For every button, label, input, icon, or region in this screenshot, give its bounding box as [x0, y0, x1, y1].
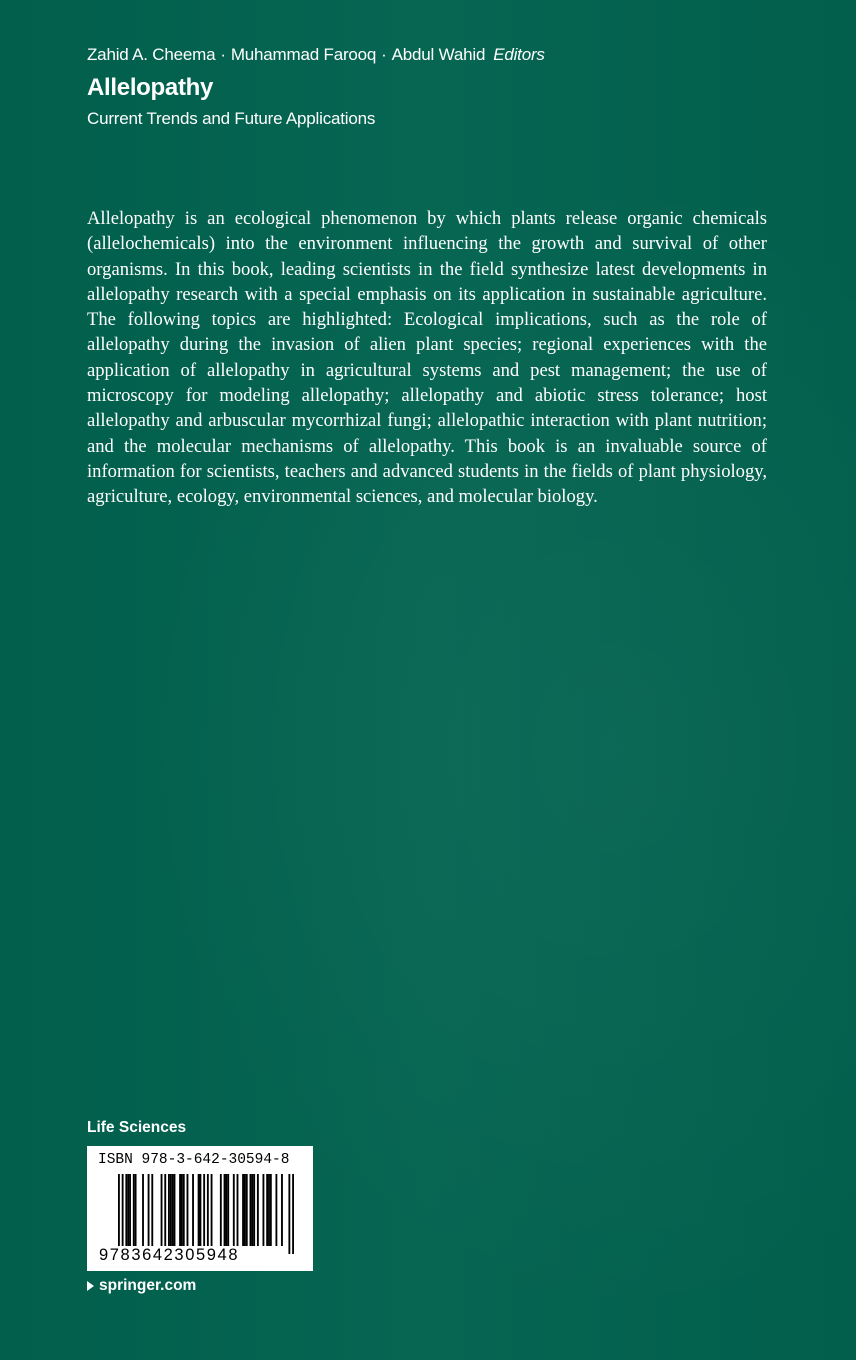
barcode-bar: [174, 1174, 176, 1246]
barcode-bar: [207, 1174, 209, 1254]
barcode-bar: [268, 1174, 270, 1246]
barcode-bar: [142, 1174, 144, 1246]
isbn-barcode: [87, 1146, 313, 1271]
barcode-bar: [244, 1174, 246, 1246]
book-title: Allelopathy: [87, 74, 214, 101]
barcode-bar: [151, 1174, 153, 1246]
barcode-bar: [181, 1174, 183, 1246]
barcode-bar: [220, 1174, 222, 1246]
ean-digits-text: 9783642305948: [99, 1246, 240, 1264]
barcode-bar: [266, 1174, 268, 1246]
subject-category: Life Sciences: [87, 1119, 187, 1136]
barcode-bar: [125, 1174, 127, 1246]
editors-role: Editors: [493, 45, 545, 64]
barcode-bar: [211, 1174, 213, 1246]
barcode-bar: [192, 1174, 194, 1246]
barcode-bar: [292, 1174, 294, 1254]
barcode-bar: [263, 1174, 265, 1246]
barcode-bar: [275, 1174, 277, 1246]
publisher-website[interactable]: [87, 1276, 196, 1296]
barcode-bar: [224, 1174, 226, 1246]
barcode-bar: [133, 1174, 135, 1246]
barcode-bar: [198, 1174, 200, 1246]
barcode-bar: [288, 1174, 290, 1254]
editor-name: Abdul Wahid: [391, 45, 486, 64]
barcode-bar: [170, 1174, 172, 1246]
barcode-bar: [270, 1174, 272, 1246]
editor-separator: ·: [381, 45, 387, 64]
book-description: Allelopathy is an ecological phenomenon by which plants release organic chemicals (allelochemicals) into the environment influencing the growth and survival of other organisms. In this book, leading scientists in the field synthesize latest developments in allelopathy research with a special emphasis on its application in sustainable agriculture. The following topics are highlighted: Ecological implications, such as the role of allelopathy during the invasion of alien plant species; regional experiences with the application of allelopathy in agricultural systems and pest management; the use of microscopy for modeling allelopathy; allelopathy and abiotic stress tolerance; host allelopathy and arbuscular mycorrhizal fungi; allelopathic interaction with plant nutrition; and the molecular mechanisms of allelopathy. This book is an invaluable source of information for scientists, teachers and advanced students in the fields of plant physiology, agriculture, ecology, environmental sciences, and molecular biology.: [87, 208, 767, 508]
barcode-bar: [233, 1174, 235, 1246]
barcode-bar: [135, 1174, 137, 1246]
barcode-bar: [227, 1174, 229, 1246]
editor-separator: ·: [220, 45, 226, 64]
barcode-bar: [246, 1174, 248, 1246]
barcode-bar: [118, 1174, 120, 1254]
barcode-bar: [281, 1174, 283, 1246]
editor-name: Muhammad Farooq: [230, 45, 377, 64]
editor-name: Zahid A. Cheema: [87, 45, 216, 64]
barcode-bar: [187, 1174, 189, 1246]
barcode-bar: [127, 1174, 129, 1246]
barcode-bar: [257, 1174, 259, 1246]
isbn-label: ISBN 978-3-642-30594-8: [98, 1152, 290, 1168]
barcode-bar: [161, 1174, 163, 1246]
website-label: springer.com: [99, 1277, 197, 1294]
barcode-bar: [122, 1174, 124, 1254]
barcode-bar: [237, 1174, 239, 1246]
barcode-bar: [168, 1174, 170, 1246]
barcode-bar: [200, 1174, 202, 1246]
book-subtitle: Current Trends and Future Applications: [87, 109, 376, 128]
triangle-right-icon: [87, 1281, 94, 1291]
barcode-bar: [129, 1174, 131, 1246]
barcode-bar: [253, 1174, 255, 1246]
barcode-bar: [225, 1174, 227, 1246]
barcode-bars: [118, 1174, 294, 1254]
barcode-bar: [203, 1174, 205, 1254]
barcode-bar: [183, 1174, 185, 1246]
barcode-bar: [172, 1174, 174, 1246]
barcode-bar: [251, 1174, 253, 1246]
barcode-bar: [148, 1174, 150, 1246]
editors-line: [87, 44, 545, 66]
barcode-bar: [242, 1174, 244, 1246]
barcode-bar: [250, 1174, 252, 1246]
barcode-bar: [179, 1174, 181, 1246]
ean-digits: [98, 1245, 240, 1265]
barcode-bar: [164, 1174, 166, 1246]
